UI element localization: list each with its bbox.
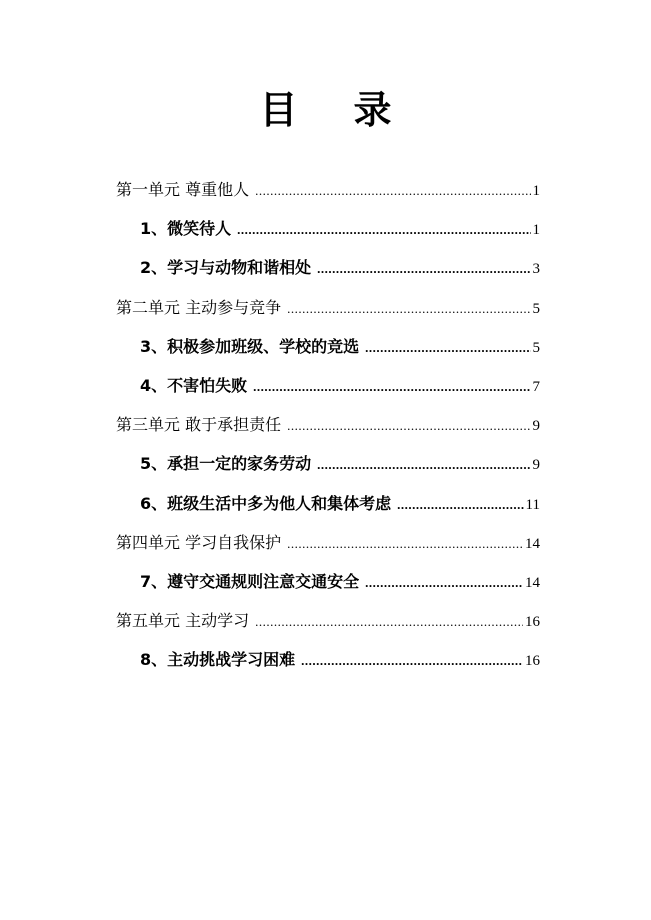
toc-entry-lesson-1[interactable] (116, 209, 540, 248)
toc-entry-unit-2[interactable] (116, 288, 540, 327)
title-char-2: 录 (353, 88, 392, 132)
toc-entry-page-number: 14 (525, 535, 540, 552)
toc-entry-page-number: 5 (532, 339, 540, 356)
dot-leader (237, 210, 530, 249)
toc-entry-label: 8、主动挑战学习困难 (140, 650, 296, 670)
dot-leader (365, 328, 530, 367)
dot-leader (317, 249, 530, 288)
toc-entry-lesson-6[interactable] (116, 484, 540, 523)
toc-entry-label: 第五单元 主动学习 (116, 611, 250, 631)
toc-entry-unit-4[interactable] (116, 523, 540, 562)
toc-entry-unit-3[interactable] (116, 405, 540, 444)
table-of-contents (116, 170, 540, 679)
toc-entry-label: 7、遵守交通规则注意交通安全 (140, 571, 360, 591)
title-char-1: 目 (259, 88, 298, 132)
toc-entry-lesson-7[interactable] (116, 562, 540, 601)
dot-leader (317, 445, 530, 484)
toc-entry-page-number: 1 (532, 183, 540, 199)
toc-entry-page-number: 9 (532, 418, 540, 435)
toc-entry-lesson-5[interactable] (116, 444, 540, 483)
dot-leader (397, 485, 523, 524)
toc-entry-label: 3、积极参加班级、学校的竞选 (140, 336, 360, 356)
toc-entry-label: 5、承担一定的家务劳动 (140, 454, 312, 474)
page-title (0, 86, 651, 134)
toc-entry-lesson-3[interactable] (116, 327, 540, 366)
toc-entry-page-number: 9 (532, 457, 540, 474)
toc-entry-label: 第一单元 尊重他人 (116, 180, 250, 199)
toc-entry-lesson-2[interactable] (116, 248, 540, 287)
toc-entry-label: 6、班级生活中多为他人和集体考虑 (140, 493, 392, 513)
toc-entry-page-number: 7 (532, 378, 540, 395)
toc-entry-lesson-8[interactable] (116, 640, 540, 679)
toc-entry-lesson-4[interactable] (116, 366, 540, 405)
dot-leader (365, 563, 523, 602)
toc-entry-label: 2、学习与动物和谐相处 (140, 258, 312, 278)
toc-entry-page-number: 3 (532, 261, 540, 278)
dot-leader (301, 641, 523, 680)
toc-entry-label: 第三单元 敢于承担责任 (116, 415, 282, 435)
dot-leader (287, 524, 523, 563)
dot-leader (287, 289, 530, 328)
toc-entry-unit-1[interactable] (116, 170, 540, 209)
dot-leader (255, 171, 530, 210)
toc-entry-label: 4、不害怕失败 (140, 375, 248, 395)
toc-entry-page-number: 16 (525, 614, 540, 631)
toc-entry-page-number: 1 (532, 222, 540, 239)
toc-entry-page-number: 14 (525, 574, 540, 591)
dot-leader (287, 406, 530, 445)
dot-leader (253, 367, 530, 406)
toc-entry-unit-5[interactable] (116, 601, 540, 640)
toc-entry-label: 1、微笑待人 (140, 219, 232, 239)
toc-entry-page-number: 5 (532, 300, 540, 317)
toc-entry-page-number: 11 (525, 496, 540, 513)
toc-entry-label: 第四单元 学习自我保护 (116, 532, 282, 552)
dot-leader (255, 602, 523, 641)
toc-entry-label: 第二单元 主动参与竞争 (116, 297, 282, 317)
toc-entry-page-number: 16 (525, 653, 540, 670)
